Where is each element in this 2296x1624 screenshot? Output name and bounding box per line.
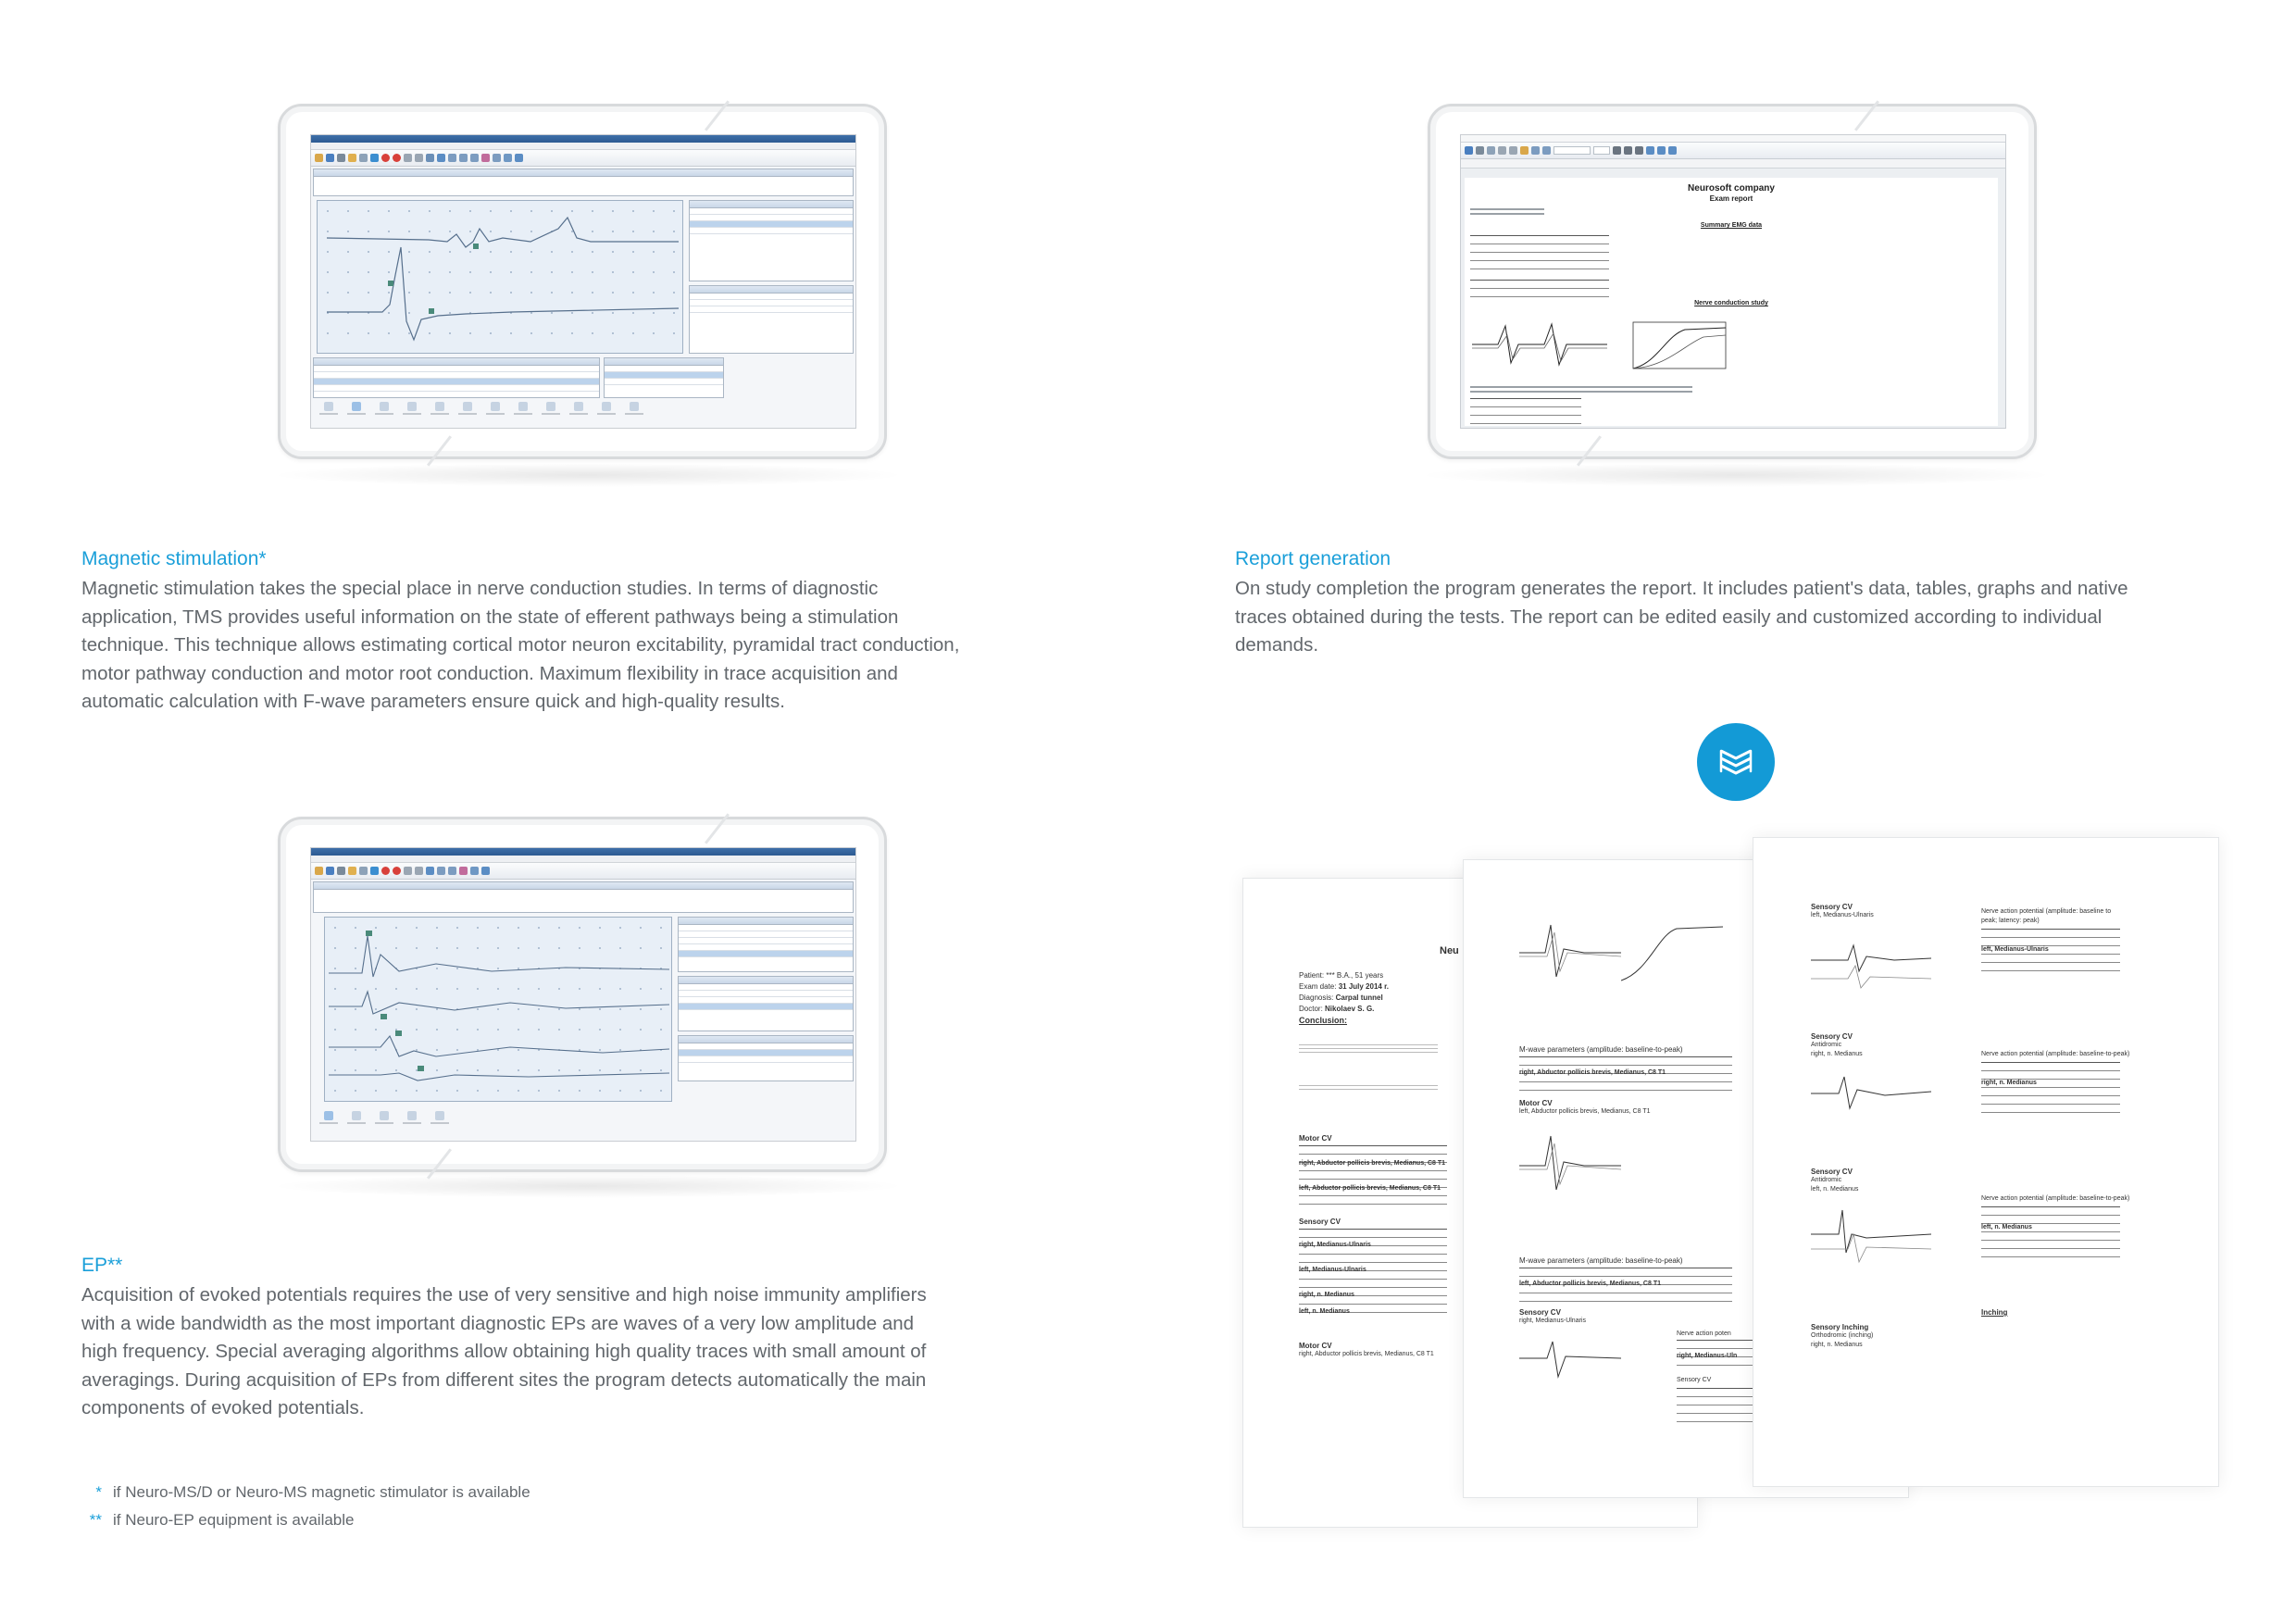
tablet-shadow [1416, 463, 2055, 487]
pause-icon[interactable] [404, 867, 412, 875]
ruler [1461, 159, 2005, 169]
inching-sub: right, n. Medianus [1811, 1342, 1863, 1348]
folder-icon[interactable] [348, 154, 356, 162]
trace-graph [1811, 923, 1931, 997]
nap-label: Nerve action potential (amplitude: baseline to [1981, 908, 2112, 915]
sensory-cv-sub: Antidromic [1811, 1177, 1842, 1183]
save-icon[interactable] [1465, 146, 1473, 155]
mwave-label: M-wave parameters (amplitude: baseline-to-peak) [1519, 1045, 1683, 1054]
italic-icon[interactable] [1624, 146, 1632, 155]
align-center-icon[interactable] [1657, 146, 1666, 155]
test-tab[interactable] [539, 402, 563, 422]
conclusion-label: Conclusion: [1299, 1016, 1347, 1025]
ep-heading: EP** [81, 1255, 123, 1276]
sensory-table [1677, 1388, 1760, 1422]
report-heading: Report generation [1235, 548, 1391, 569]
open-icon[interactable] [315, 154, 323, 162]
stop-icon[interactable] [415, 867, 423, 875]
ncs-title: Nerve conduction study [1694, 300, 1768, 306]
paragraph-line: automatic calculation with F-wave parameters ensure quick and high-quality results. [81, 691, 786, 712]
stop-icon[interactable] [415, 154, 423, 162]
report-title: Neu [1440, 945, 1459, 956]
report-page-3 [1753, 837, 2219, 1487]
table-row-label: right, Medianus-Ulnaris [1299, 1242, 1371, 1248]
cut-icon[interactable] [1498, 146, 1506, 155]
footnote-text: if Neuro-MS/D or Neuro-MS magnetic stimulator is available [113, 1483, 530, 1501]
scale-icon[interactable] [459, 154, 468, 162]
trace-plot[interactable] [317, 200, 683, 354]
magnetic-paragraph [81, 575, 1118, 717]
table-row-label: left, Medianus-Ulnaris [1981, 946, 2049, 953]
inching-title: Sensory Inching [1811, 1323, 1869, 1331]
app-screen-magnetic [310, 134, 856, 429]
trace-graph [1519, 1129, 1621, 1203]
paragraph-line: traces obtained during the tests. The report can be edited easily and customized according to individual [1235, 606, 2103, 628]
ep-results-pane-1 [678, 917, 854, 972]
footnote-mark: * [95, 1483, 102, 1501]
summary-title: Summary EMG data [1700, 222, 1763, 229]
pause-icon[interactable] [404, 154, 412, 162]
settings-icon[interactable] [359, 154, 368, 162]
align-right-icon[interactable] [1668, 146, 1677, 155]
footnote-magnetic [81, 1483, 530, 1502]
summary-table-2 [1470, 280, 1609, 297]
magnetic-heading: Magnetic stimulation* [81, 548, 267, 569]
layers-icon-glyph [1714, 740, 1758, 784]
sensory-cv-sub: left, n. Medianus [1811, 1186, 1859, 1193]
settings-pane [313, 881, 854, 913]
conduction-pane [604, 357, 724, 398]
align-left-icon[interactable] [1646, 146, 1654, 155]
table-row-label: right, n. Medianus [1299, 1292, 1354, 1298]
paste-icon[interactable] [1520, 146, 1529, 155]
nap-label: peak; latency: peak) [1981, 918, 2040, 924]
paragraph-line: On study completion the program generates the report. It includes patient's data, tables, graphs and native [1235, 578, 2128, 599]
table-row-label: right, n. Medianus [1981, 1080, 2037, 1086]
paragraph-line: with a wide bandwidth as the most important diagnostic EPs are waves of a very low amplitude and [81, 1312, 915, 1334]
ep-results-pane-3 [678, 1035, 854, 1081]
footnote-mark: ** [89, 1511, 102, 1529]
summary-table [1470, 235, 1609, 269]
play-icon[interactable] [370, 154, 379, 162]
menu-bar [311, 143, 855, 150]
test-tab[interactable] [483, 402, 507, 422]
test-tab[interactable] [622, 402, 646, 422]
report-title: Exam report [1709, 194, 1753, 203]
test-tab[interactable] [372, 1111, 396, 1131]
preview-icon[interactable] [1487, 146, 1495, 155]
arrows-icon[interactable] [448, 154, 456, 162]
test-tab[interactable] [594, 402, 618, 422]
curve-graph [1621, 916, 1723, 990]
paragraph-line: motor pathway conduction and motor root conduction. Maximum flexibility in trace acquisition and [81, 662, 898, 684]
print-icon[interactable] [1476, 146, 1484, 155]
test-tab[interactable] [567, 402, 591, 422]
record-icon[interactable] [393, 867, 401, 875]
folder-icon[interactable] [348, 867, 356, 875]
tablet-shadow [268, 1174, 907, 1198]
cursor-icon[interactable] [470, 154, 479, 162]
test-tab[interactable] [428, 402, 452, 422]
format-toolbar [1461, 143, 2005, 159]
toolbar [311, 150, 855, 167]
table-row-label: right, Abductor pollicis brevis, Medianus, C8 T1 [1299, 1160, 1446, 1167]
arrows-icon[interactable] [437, 867, 445, 875]
report-icon[interactable] [470, 867, 479, 875]
table-row-label: left, n. Medianus [1299, 1308, 1350, 1315]
nap-label: Nerve action potential (amplitude: baseline-to-peak) [1981, 1051, 2130, 1057]
nap-label: Nerve action potential (amplitude: baseline-to-peak) [1981, 1195, 2130, 1202]
trace-graph [1519, 916, 1621, 990]
window-titlebar [311, 135, 855, 143]
record-icon[interactable] [381, 867, 390, 875]
motor-cv-label-2: Motor CV [1299, 1342, 1332, 1350]
ep-trace-plot[interactable] [324, 917, 672, 1102]
tablet-glare [427, 435, 452, 466]
ep-paragraph [81, 1281, 1118, 1423]
table-row-label: right, Medianus-Uln [1677, 1353, 1738, 1359]
paragraph-line: demands. [1235, 634, 1319, 656]
print-icon[interactable] [337, 154, 345, 162]
test-tab[interactable] [317, 402, 341, 422]
zoom-icon[interactable] [437, 154, 445, 162]
record-icon[interactable] [393, 154, 401, 162]
table-row-label: left, Abductor pollicis brevis, Medianus, C8 T1 [1519, 1280, 1661, 1287]
paragraph-line: components of evoked potentials. [81, 1397, 365, 1418]
paragraph-line: technique. This technique allows estimating cortical motor neuron excitability, pyramidal tract conduction, [81, 634, 960, 656]
nap-label: Nerve action poten [1677, 1330, 1731, 1337]
ep-waveforms [325, 918, 673, 1103]
sensory-cv-sub: Antidromic [1811, 1042, 1842, 1048]
patient-line: Patient: *** B.A., 51 years [1299, 971, 1384, 980]
exam-date-line: Exam date: 31 July 2014 r. [1299, 982, 1389, 991]
sensory-cv-sub: left, Medianus-Ulnaris [1811, 912, 1874, 918]
toolbar [311, 863, 855, 880]
test-tab[interactable] [400, 402, 424, 422]
paragraph-line: Magnetic stimulation takes the special place in nerve conduction studies. In terms of diagnostic [81, 578, 879, 599]
tablet-glare [1854, 100, 1879, 131]
test-tab[interactable] [344, 402, 368, 422]
report-curve-graph [1620, 317, 1731, 376]
menu-bar [1461, 135, 2005, 143]
sensory-cv-label: Sensory CV [1519, 1308, 1561, 1317]
test-tab[interactable] [455, 402, 480, 422]
zoom-icon[interactable] [426, 867, 434, 875]
save-icon[interactable] [326, 867, 334, 875]
report-icon[interactable] [504, 154, 512, 162]
test-tabs [317, 1111, 452, 1131]
report-table-3 [1470, 398, 1581, 424]
paragraph-line: averagings. During acquisition of EPs from different sites the program detects automatically the main [81, 1368, 927, 1391]
play-icon[interactable] [370, 867, 379, 875]
motor-cv-sub: left, Abductor pollicis brevis, Medianus, C8 T1 [1519, 1108, 1651, 1115]
layers-logo-icon [1697, 723, 1775, 801]
size-select[interactable] [1593, 146, 1610, 155]
help-icon[interactable] [481, 867, 490, 875]
font-select[interactable] [1554, 146, 1591, 155]
paragraph-line: Acquisition of evoked potentials requires the use of very sensitive and high noise immunity amplifiers [81, 1284, 927, 1305]
tablet-magnetic [278, 104, 887, 459]
help-icon[interactable] [515, 154, 523, 162]
bold-icon[interactable] [1613, 146, 1621, 155]
window-titlebar [311, 848, 855, 856]
trace-graph [1519, 1330, 1621, 1395]
test-tab[interactable] [511, 402, 535, 422]
table-row-label: right, Abductor pollicis brevis, Medianus, C8 T1 [1519, 1069, 1666, 1076]
tablet-report [1428, 104, 2037, 459]
report-editor-screen [1460, 134, 2006, 429]
settings-icon[interactable] [359, 867, 368, 875]
trace-graph [1811, 1062, 1931, 1127]
inching-label: Inching [1981, 1308, 2008, 1317]
sensory-cv-label: Sensory CV [1811, 1168, 1853, 1176]
table-row-label: left, Medianus-Ulnaris [1299, 1267, 1366, 1273]
table-row-label: left, n. Medianus [1981, 1224, 2032, 1230]
copy-icon[interactable] [1509, 146, 1517, 155]
tablet-glare [1577, 435, 1602, 466]
parameters-pane [689, 285, 854, 354]
diagnosis-line: Diagnosis: Carpal tunnel [1299, 993, 1383, 1002]
app-screen-ep [310, 847, 856, 1142]
motor-cv-label: Motor CV [1299, 1134, 1332, 1143]
test-tab[interactable] [317, 1111, 341, 1131]
test-tab[interactable] [372, 402, 396, 422]
print-icon[interactable] [337, 867, 345, 875]
measurements-pane [313, 357, 600, 398]
wave-icon[interactable] [481, 154, 490, 162]
sensory-cv-label: Sensory CV [1811, 903, 1853, 911]
report-company: Neurosoft company [1688, 183, 1775, 194]
trace-graph [1811, 1197, 1931, 1271]
scale-icon[interactable] [448, 867, 456, 875]
report-paragraph [1235, 575, 2272, 660]
sensory-cv-sub: right, Medianus-Ulnaris [1519, 1318, 1586, 1324]
sensory-cv-sub: right, n. Medianus [1811, 1051, 1863, 1057]
marker-icon[interactable] [426, 154, 434, 162]
report-trace-graph [1470, 317, 1609, 376]
test-tab[interactable] [400, 1111, 424, 1131]
test-tab[interactable] [428, 1111, 452, 1131]
table-row-label: left, Abductor pollicis brevis, Medianus, C8 T1 [1299, 1185, 1441, 1192]
footnote-text: if Neuro-EP equipment is available [113, 1511, 355, 1529]
tablet-shadow [268, 463, 907, 487]
save-icon[interactable] [326, 154, 334, 162]
report-document[interactable] [1465, 178, 1998, 426]
nap-table [1981, 1206, 2120, 1257]
test-tab[interactable] [344, 1111, 368, 1131]
menu-bar [311, 856, 855, 863]
tablet-ep [278, 817, 887, 1172]
paragraph-line: application, TMS provides useful information on the state of efferent pathways being a stimulation [81, 606, 899, 628]
open-icon[interactable] [315, 867, 323, 875]
mwave-label: M-wave parameters (amplitude: baseline-to-peak) [1519, 1256, 1683, 1265]
redo-icon[interactable] [1542, 146, 1551, 155]
paragraph-line: high frequency. Special averaging algorithms allow obtaining high quality traces with small amount of [81, 1341, 927, 1362]
sensory-cv-label: Sensory CV [1811, 1032, 1853, 1041]
underline-icon[interactable] [1635, 146, 1643, 155]
test-tabs [317, 402, 646, 422]
wave-icon[interactable] [459, 867, 468, 875]
tablet-glare [705, 813, 730, 843]
measure-icon[interactable] [493, 154, 501, 162]
nap-table [1981, 1062, 2120, 1113]
footnote-ep [81, 1511, 355, 1530]
settings-pane [313, 169, 854, 196]
motor-cv-sub: right, Abductor pollicis brevis, Medianus, C8 T1 [1299, 1351, 1434, 1357]
record-icon[interactable] [381, 154, 390, 162]
undo-icon[interactable] [1531, 146, 1540, 155]
inching-sub: Orthodromic (inching) [1811, 1332, 1874, 1339]
motor-cv-table [1299, 1145, 1447, 1205]
results-table-pane [689, 200, 854, 281]
doctor-line: Doctor: Nikolaev S. G. [1299, 1005, 1375, 1013]
ep-results-pane-2 [678, 976, 854, 1031]
sensory-cv-label: Sensory CV [1677, 1377, 1712, 1383]
motor-cv-label: Motor CV [1519, 1099, 1553, 1107]
tablet-glare [705, 100, 730, 131]
trace-waveform [318, 201, 684, 355]
sensory-cv-label: Sensory CV [1299, 1218, 1341, 1226]
